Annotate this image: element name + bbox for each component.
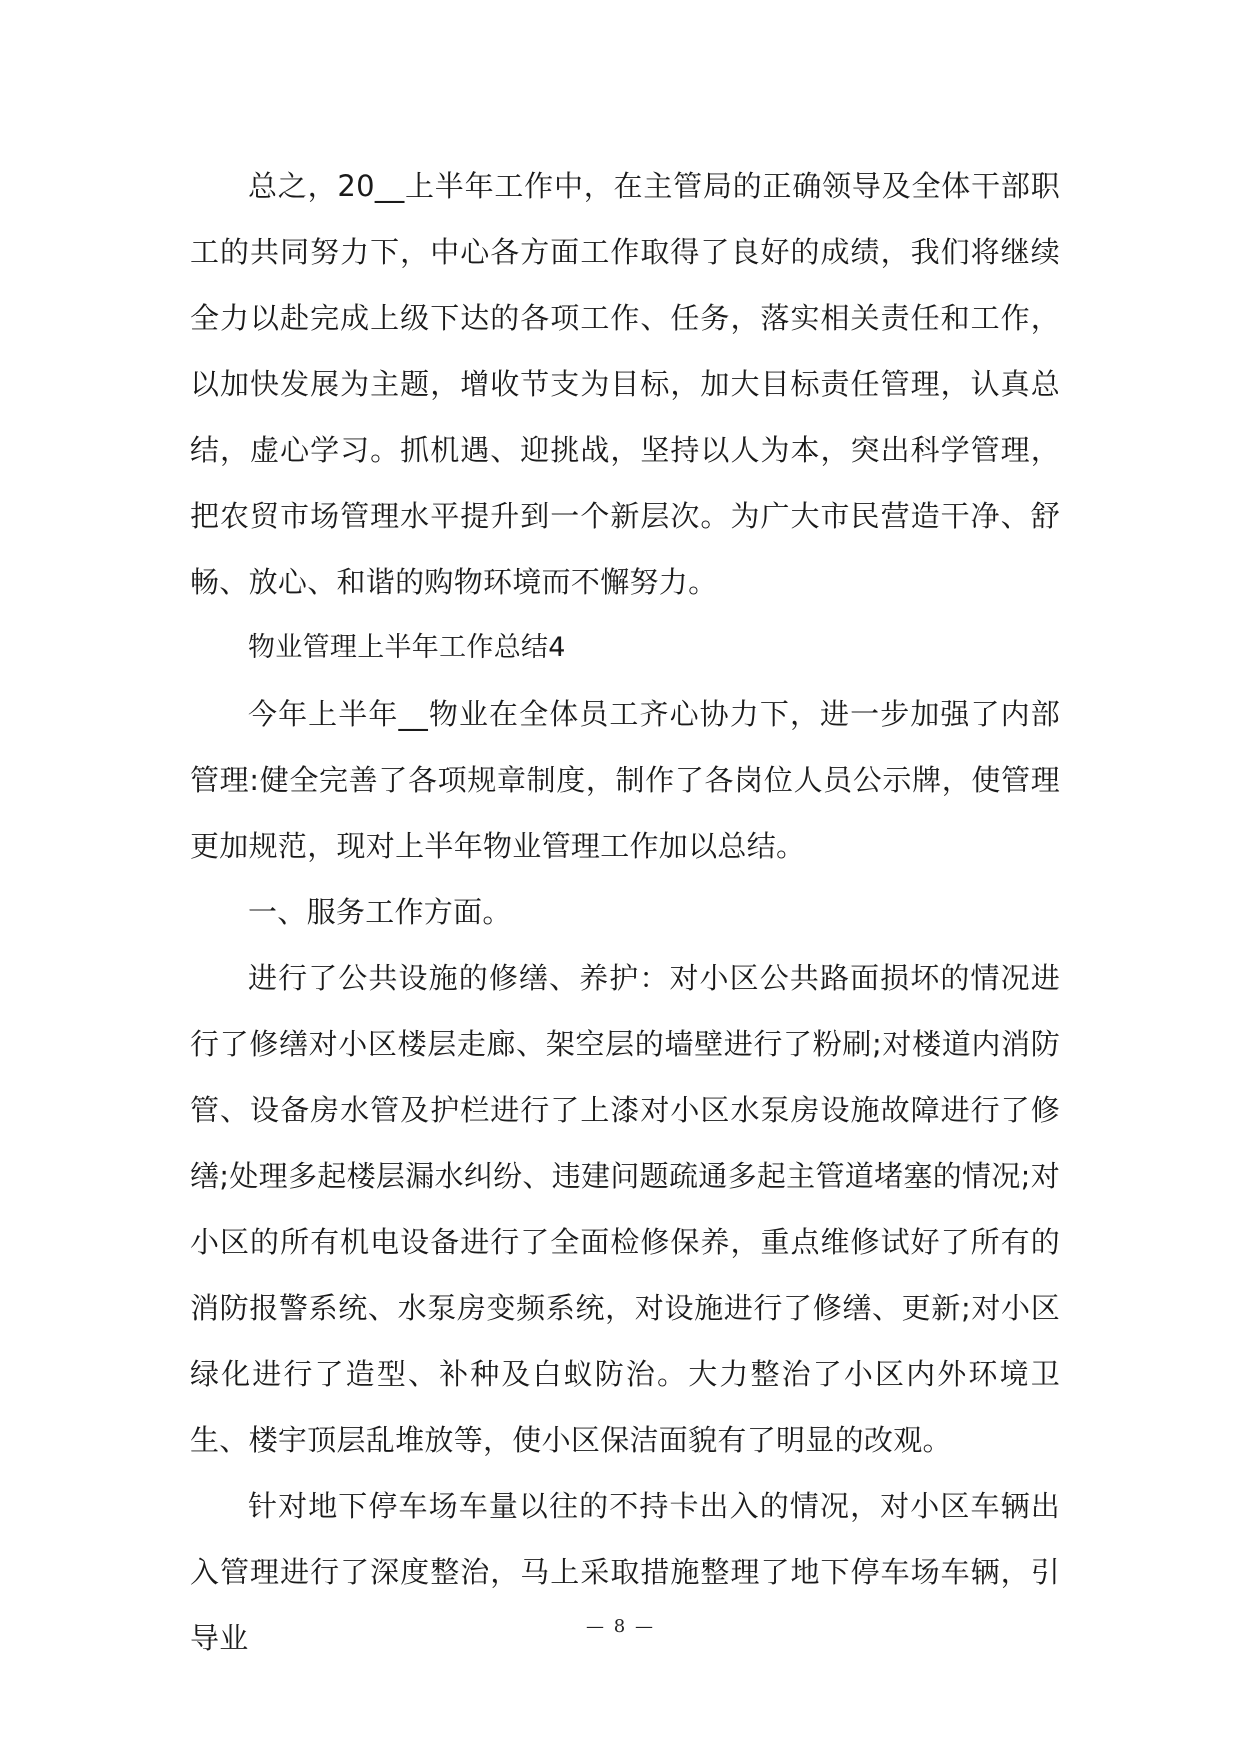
- document-body: [190, 153, 1060, 1671]
- section-heading-service: 一、服务工作方面。: [248, 895, 512, 929]
- paragraph-facilities: 进行了公共设施的修缮、养护：对小区公共路面损坏的情况进行了修缮对小区楼层走廊、架空层的墙壁进行了粉刷;对楼道内消防管、设备房水管及护栏进行了上漆对小区水泵房设施故障进行了修缮;处理多起楼层漏水纠纷、违建问题疏通多起主管道堵塞的情况;对小区的所有机电设备进行了全面检修保养，重点维修试好了所有的消防报警系统、水泵房变频系统，对设施进行了修缮、更新;对小区绿化进行了造型、补种及白蚁防治。大力整治了小区内外环境卫生、楼宇顶层乱堆放等，使小区保洁面貌有了明显的改观。: [190, 961, 1060, 1457]
- page-number: — 8 —: [586, 1616, 655, 1637]
- section-title: 物业管理上半年工作总结4: [248, 632, 566, 663]
- paragraph-summary: 总之，20__上半年工作中，在主管局的正确领导及全体干部职工的共同努力下，中心各方面工作取得了良好的成绩，我们将继续全力以赴完成上级下达的各项工作、任务，落实相关责任和工作，以加快发展为主题，增收节支为目标，加大目标责任管理，认真总结，虚心学习。抓机遇、迎挑战，坚持以人为本，突出科学管理，把农贸市场管理水平提升到一个新层次。为广大市民营造干净、舒畅、放心、和谐的购物环境而不懈努力。: [190, 169, 1060, 599]
- paragraph-parking: 针对地下停车场车量以往的不持卡出入的情况，对小区车辆出入管理进行了深度整治，马上采取措施整理了地下停车场车辆，引导业: [190, 1489, 1060, 1655]
- paragraph-intro: 今年上半年__物业在全体员工齐心协力下，进一步加强了内部管理:健全完善了各项规章制度，制作了各岗位人员公示牌，使管理更加规范，现对上半年物业管理工作加以总结。: [190, 697, 1060, 863]
